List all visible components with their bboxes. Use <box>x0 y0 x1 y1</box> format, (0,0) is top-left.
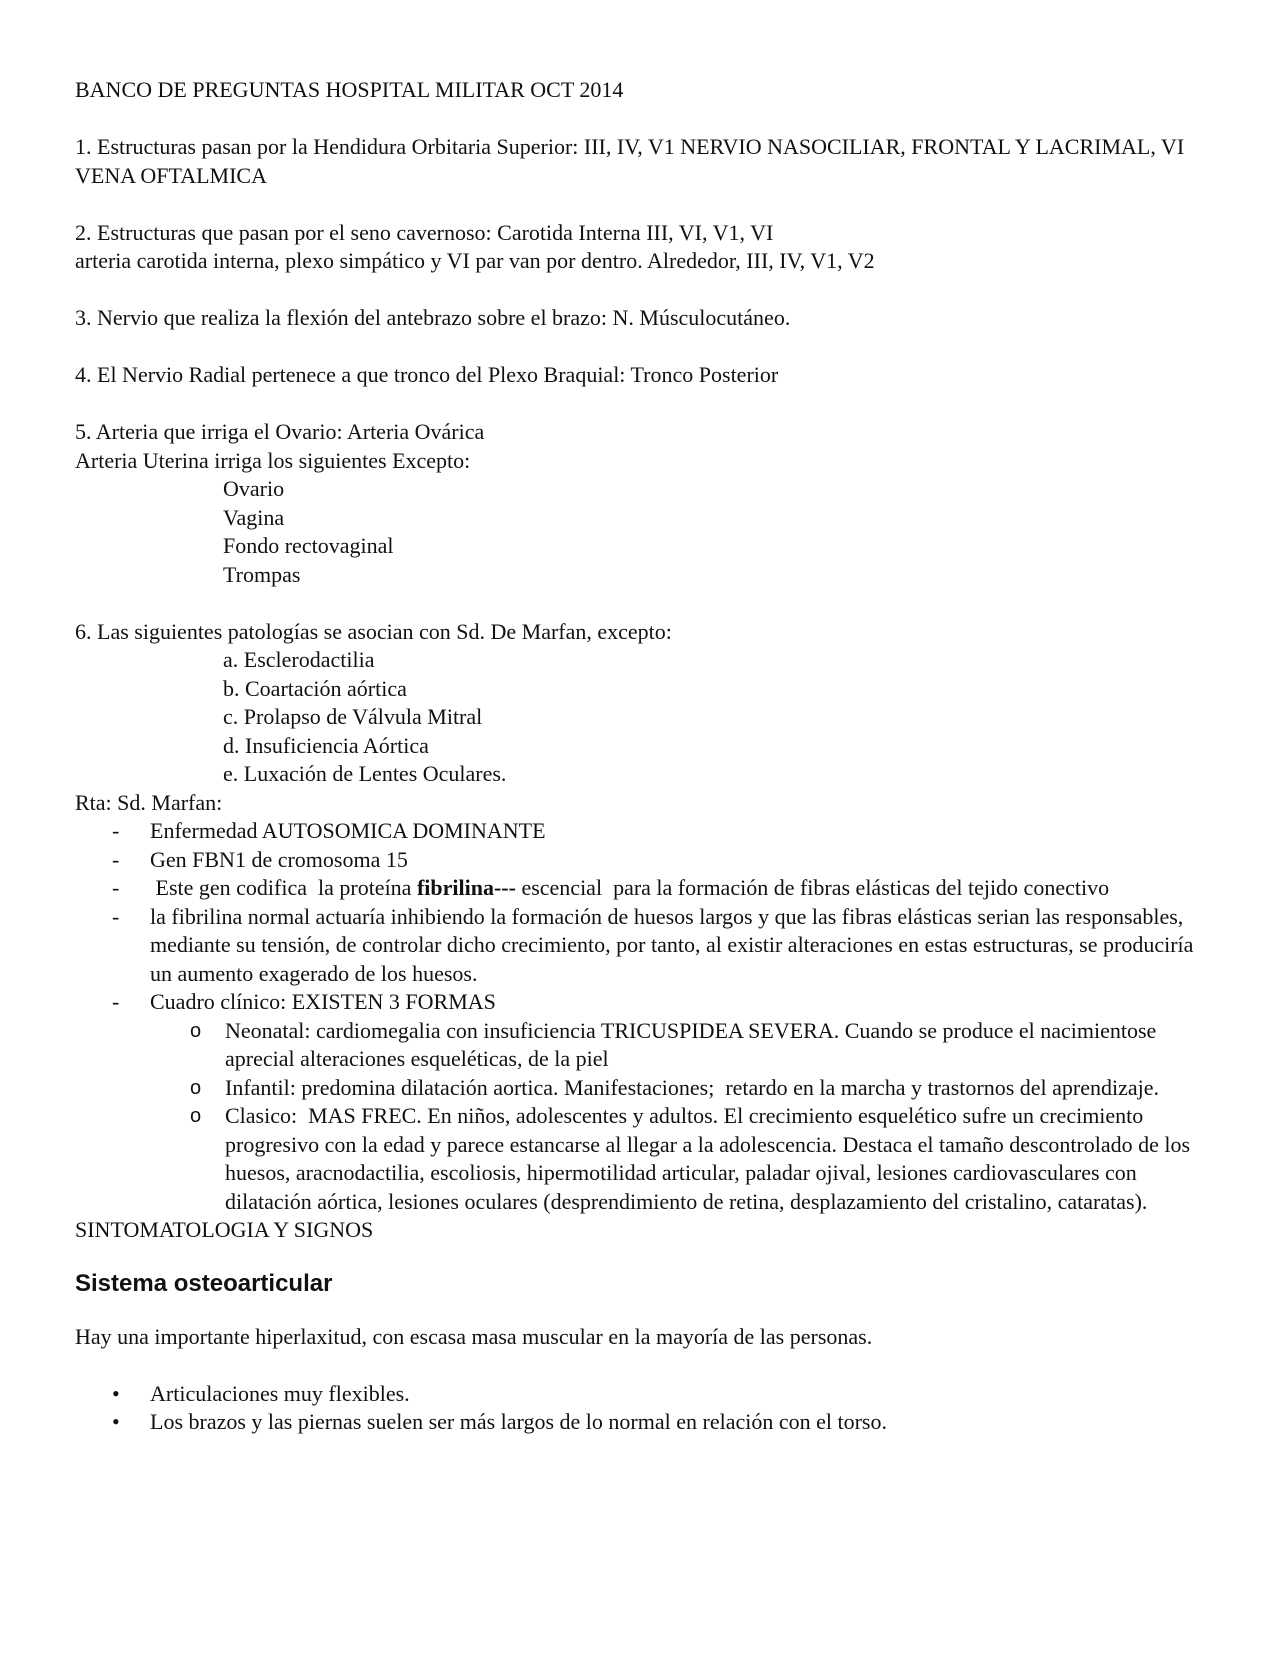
bullet-item-text: Articulaciones muy flexibles. <box>150 1380 410 1406</box>
question-1: 1. Estructuras pasan por la Hendidura Orbitaria Superior: III, IV, V1 NERVIO NASOCILIAR, FRONTAL Y LACRIMAL, VI VENA OFTALMICA <box>75 134 1185 188</box>
circle-marker: o <box>190 1105 202 1127</box>
section-intro: Hay una importante hiperlaxitud, con escasa masa muscular en la mayoría de las personas. <box>75 1323 873 1349</box>
q6-option: c. Prolapso de Válvula Mitral <box>223 704 483 729</box>
answer-label: Rta: Sd. Marfan: <box>75 789 223 815</box>
dash-marker: - <box>112 989 120 1014</box>
bullet-item-text: Los brazos y las piernas suelen ser más largos de lo normal en relación con el torso. <box>150 1409 887 1434</box>
list-item <box>75 903 1215 989</box>
dash-marker: - <box>112 846 120 872</box>
list-item-text: Cuadro clínico: EXISTEN 3 FORMAS <box>150 989 496 1014</box>
list-item-text: Este gen codifica la proteína <box>150 875 417 900</box>
spacer <box>75 1299 1215 1323</box>
list-item <box>75 817 1215 846</box>
bullet-item <box>75 1380 1215 1409</box>
section-heading: Sistema osteoarticular <box>75 1269 333 1297</box>
sublist-item-text: Neonatal: cardiomegalia con insuficiencia TRICUSPIDEA SEVERA. Cuando se produce el nacimientose aprecial alteraciones esqueléticas, de la piel <box>225 1017 1157 1071</box>
list-item <box>75 874 1215 903</box>
question-5b: Arteria Uterina irriga los siguientes Excepto: <box>75 447 471 473</box>
sintomatologia-label: SINTOMATOLOGIA Y SIGNOS <box>75 1217 374 1242</box>
sublist-item-text: Infantil: predomina dilatación aortica. Manifestaciones; retardo en la marcha y trastornos del aprendizaje. <box>225 1074 1160 1100</box>
question-2-note: arteria carotida interna, plexo simpático y VI par van por dentro. Alrededor, III, IV, V1, V2 <box>75 248 875 273</box>
q6-option: a. Esclerodactilia <box>223 647 375 672</box>
document-page <box>75 76 1215 1437</box>
sublist-item <box>75 1074 1215 1103</box>
document-title: BANCO DE PREGUNTAS HOSPITAL MILITAR OCT 2014 <box>75 77 624 102</box>
spacer <box>75 390 1215 419</box>
q6-option: b. Coartación aórtica <box>223 675 407 701</box>
sublist-item-text: Clasico: MAS FREC. En niños, adolescentes y adultos. El crecimiento esquelético sufre un crecimiento progresivo con la edad y parece estancarse al llegar a la adolescencia. Destaca el tamaño descontrolado de los huesos, aracnodactilia, escoliosis, hipermotilidad articular, paladar ojival, lesiones cardiovasculares con dilatación aórtica, lesiones oculares (desprendimiento de retina, desplazamiento del cristalino, cataratas). <box>225 1103 1196 1214</box>
circle-marker: o <box>190 1076 202 1099</box>
spacer <box>75 190 1215 219</box>
q5-option: Ovario <box>223 476 285 501</box>
question-4: 4. El Nervio Radial pertenece a que tronco del Plexo Braquial: Tronco Posterior <box>75 362 779 387</box>
q5-option: Fondo rectovaginal <box>223 533 394 558</box>
spacer <box>75 589 1215 618</box>
bullet-item <box>75 1408 1215 1437</box>
question-3: 3. Nervio que realiza la flexión del antebrazo sobre el brazo: N. Músculocutáneo. <box>75 305 791 330</box>
question-6: 6. Las siguientes patologías se asocian con Sd. De Marfan, excepto: <box>75 618 672 644</box>
spacer <box>75 276 1215 305</box>
list-item-text: Enfermedad AUTOSOMICA DOMINANTE <box>150 818 546 843</box>
spacer <box>75 1351 1215 1380</box>
sublist-item <box>75 1017 1215 1074</box>
dash-marker: - <box>112 818 120 843</box>
spacer <box>75 105 1215 134</box>
q5-option: Vagina <box>223 504 285 530</box>
list-item-text: Gen FBN1 de cromosoma 15 <box>150 846 408 872</box>
list-item <box>75 846 1215 875</box>
bullet-marker: • <box>112 1409 120 1434</box>
list-item-text: escencial para la formación de fibras elásticas del tejido conectivo <box>515 875 1110 900</box>
list-item-text: la fibrilina normal actuaría inhibiendo la formación de huesos largos y que las fibras elásticas serian las responsables, mediante su tensión, de controlar dicho crecimiento, por tanto, al existir alteraciones en estas estructuras, se produciría un aumento exagerado de los huesos. <box>150 903 1194 986</box>
dash-marker: - <box>112 875 120 900</box>
spacer <box>75 333 1215 362</box>
q6-option: d. Insuficiencia Aórtica <box>223 732 429 758</box>
dash-marker: - <box>112 903 120 929</box>
question-2: 2. Estructuras que pasan por el seno cavernoso: Carotida Interna III, VI, V1, VI <box>75 219 774 245</box>
q5-option: Trompas <box>223 561 301 587</box>
sublist-item <box>75 1102 1215 1216</box>
question-5: 5. Arteria que irriga el Ovario: Arteria Ovárica <box>75 419 485 444</box>
bold-term: fibrilina--- <box>416 875 516 900</box>
bullet-marker: • <box>112 1380 120 1406</box>
q6-option: e. Luxación de Lentes Oculares. <box>223 761 507 786</box>
list-item <box>75 988 1215 1017</box>
circle-marker: o <box>190 1019 202 1042</box>
